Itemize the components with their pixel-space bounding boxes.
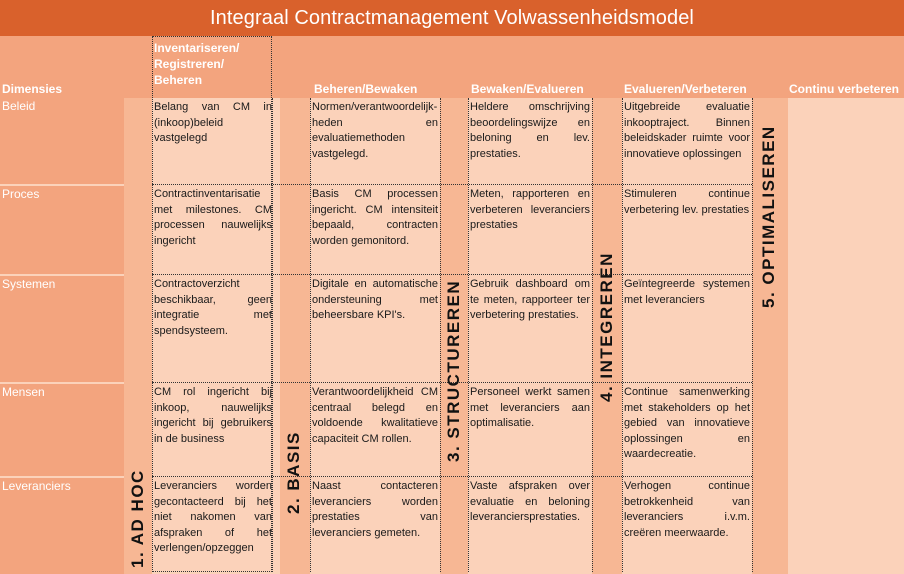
cell-mensen-3: Personeel werkt samen met leveranciers aan optimalisatie. [470, 386, 590, 429]
cell-beleid-1: Belang van CM in (inkoop)beleid vastgelegd [154, 101, 272, 144]
separator [152, 274, 752, 275]
level-label-3: 3. STRUCTUREREN [444, 279, 463, 462]
separator [152, 184, 752, 185]
level-label-5: 5. OPTIMALISEREN [759, 125, 778, 308]
separator [440, 98, 441, 572]
cell-leveranciers-3: Vaste afspraken over evaluatie en beloning leveranciersprestaties. [470, 480, 590, 523]
cell-systemen-4: Geïntegreerde systemen met leveranciers [624, 278, 750, 306]
cell-leveranciers-2: Naast contacteren leveranciers worden prestaties van leveranciers gemeten. [312, 480, 438, 539]
header-row [0, 36, 904, 98]
cell-proces-3: Meten, rapporteren en verbeteren leveranciers prestaties [470, 188, 590, 231]
cell-mensen-4: Continue samenwerking met stakeholders op het gebied van innovatieve oplossingen en waardecreatie. [624, 386, 750, 460]
cell-leveranciers-1: Leveranciers worden gecontacteerd bij het niet nakomen van afspraken of het verlengen/opzeggen [154, 480, 272, 554]
cell-proces-2: Basis CM processen ingericht. CM intensiteit bepaald, contracten worden gemonitord. [312, 188, 438, 247]
header-col-1: Inventariseren/ Registreren/ Beheren [154, 41, 240, 87]
cell-proces-1: Contractinventarisatie met milestones. CM processen nauwelijks ingericht [154, 188, 272, 247]
cell-systemen-1: Contractoverzicht beschikbaar, geen integratie met spendsysteem. [154, 278, 272, 337]
dimension-mensen: Mensen [0, 384, 124, 476]
dimension-leveranciers: Leveranciers [0, 478, 124, 574]
separator [752, 98, 753, 572]
separator [592, 98, 593, 572]
cell-leveranciers-4: Verhogen continue betrokkenheid van leveranciers i.v.m. creëren meerwaarde. [624, 480, 750, 539]
header-col-2: Beheren/Bewaken [314, 82, 418, 96]
cell-beleid-3: Heldere omschrijving beoordelingswijze en beloning en lev. prestaties. [470, 101, 590, 160]
header-dimensions: Dimensies [2, 82, 63, 96]
page-title: Integraal Contractmanagement Volwassenheidsmodel [0, 0, 904, 36]
cell-proces-4: Stimuleren continue verbetering lev. prestaties [624, 188, 750, 216]
cell-mensen-1: CM rol ingericht bij inkoop, nauwelijks ingericht bij gebruikers in de business [154, 386, 272, 445]
cell-systemen-2: Digitale en automatische ondersteuning met beheersbare KPI's. [312, 278, 438, 321]
level-label-1: 1. AD HOC [128, 469, 147, 568]
cell-beleid-2: Normen/verantwoordelijk-heden en evaluatiemethoden vastgelegd. [312, 101, 438, 160]
dimension-beleid: Beleid [0, 98, 124, 184]
level-label-2: 2. BASIS [284, 431, 303, 514]
separator [152, 476, 752, 477]
level-label-4: 4. INTEGREREN [597, 252, 616, 402]
header-col-3: Bewaken/Evalueren [471, 82, 584, 96]
dimension-systemen: Systemen [0, 276, 124, 382]
cell-mensen-2: Verantwoordelijkheid CM centraal belegd en voldoende kwalitatieve capaciteit CM rollen. [312, 386, 438, 445]
cell-systemen-3: Gebruik dashboard om te meten, rapporteer ter verbetering prestaties. [470, 278, 590, 321]
cell-beleid-4: Uitgebreide evaluatie inkooptraject. Binnen beleidskader ruimte voor innovatieve oplossingen [624, 101, 750, 160]
dimension-proces: Proces [0, 186, 124, 274]
header-col-4: Evalueren/Verbeteren [624, 82, 747, 96]
header-col-5: Continu verbeteren [789, 82, 900, 96]
